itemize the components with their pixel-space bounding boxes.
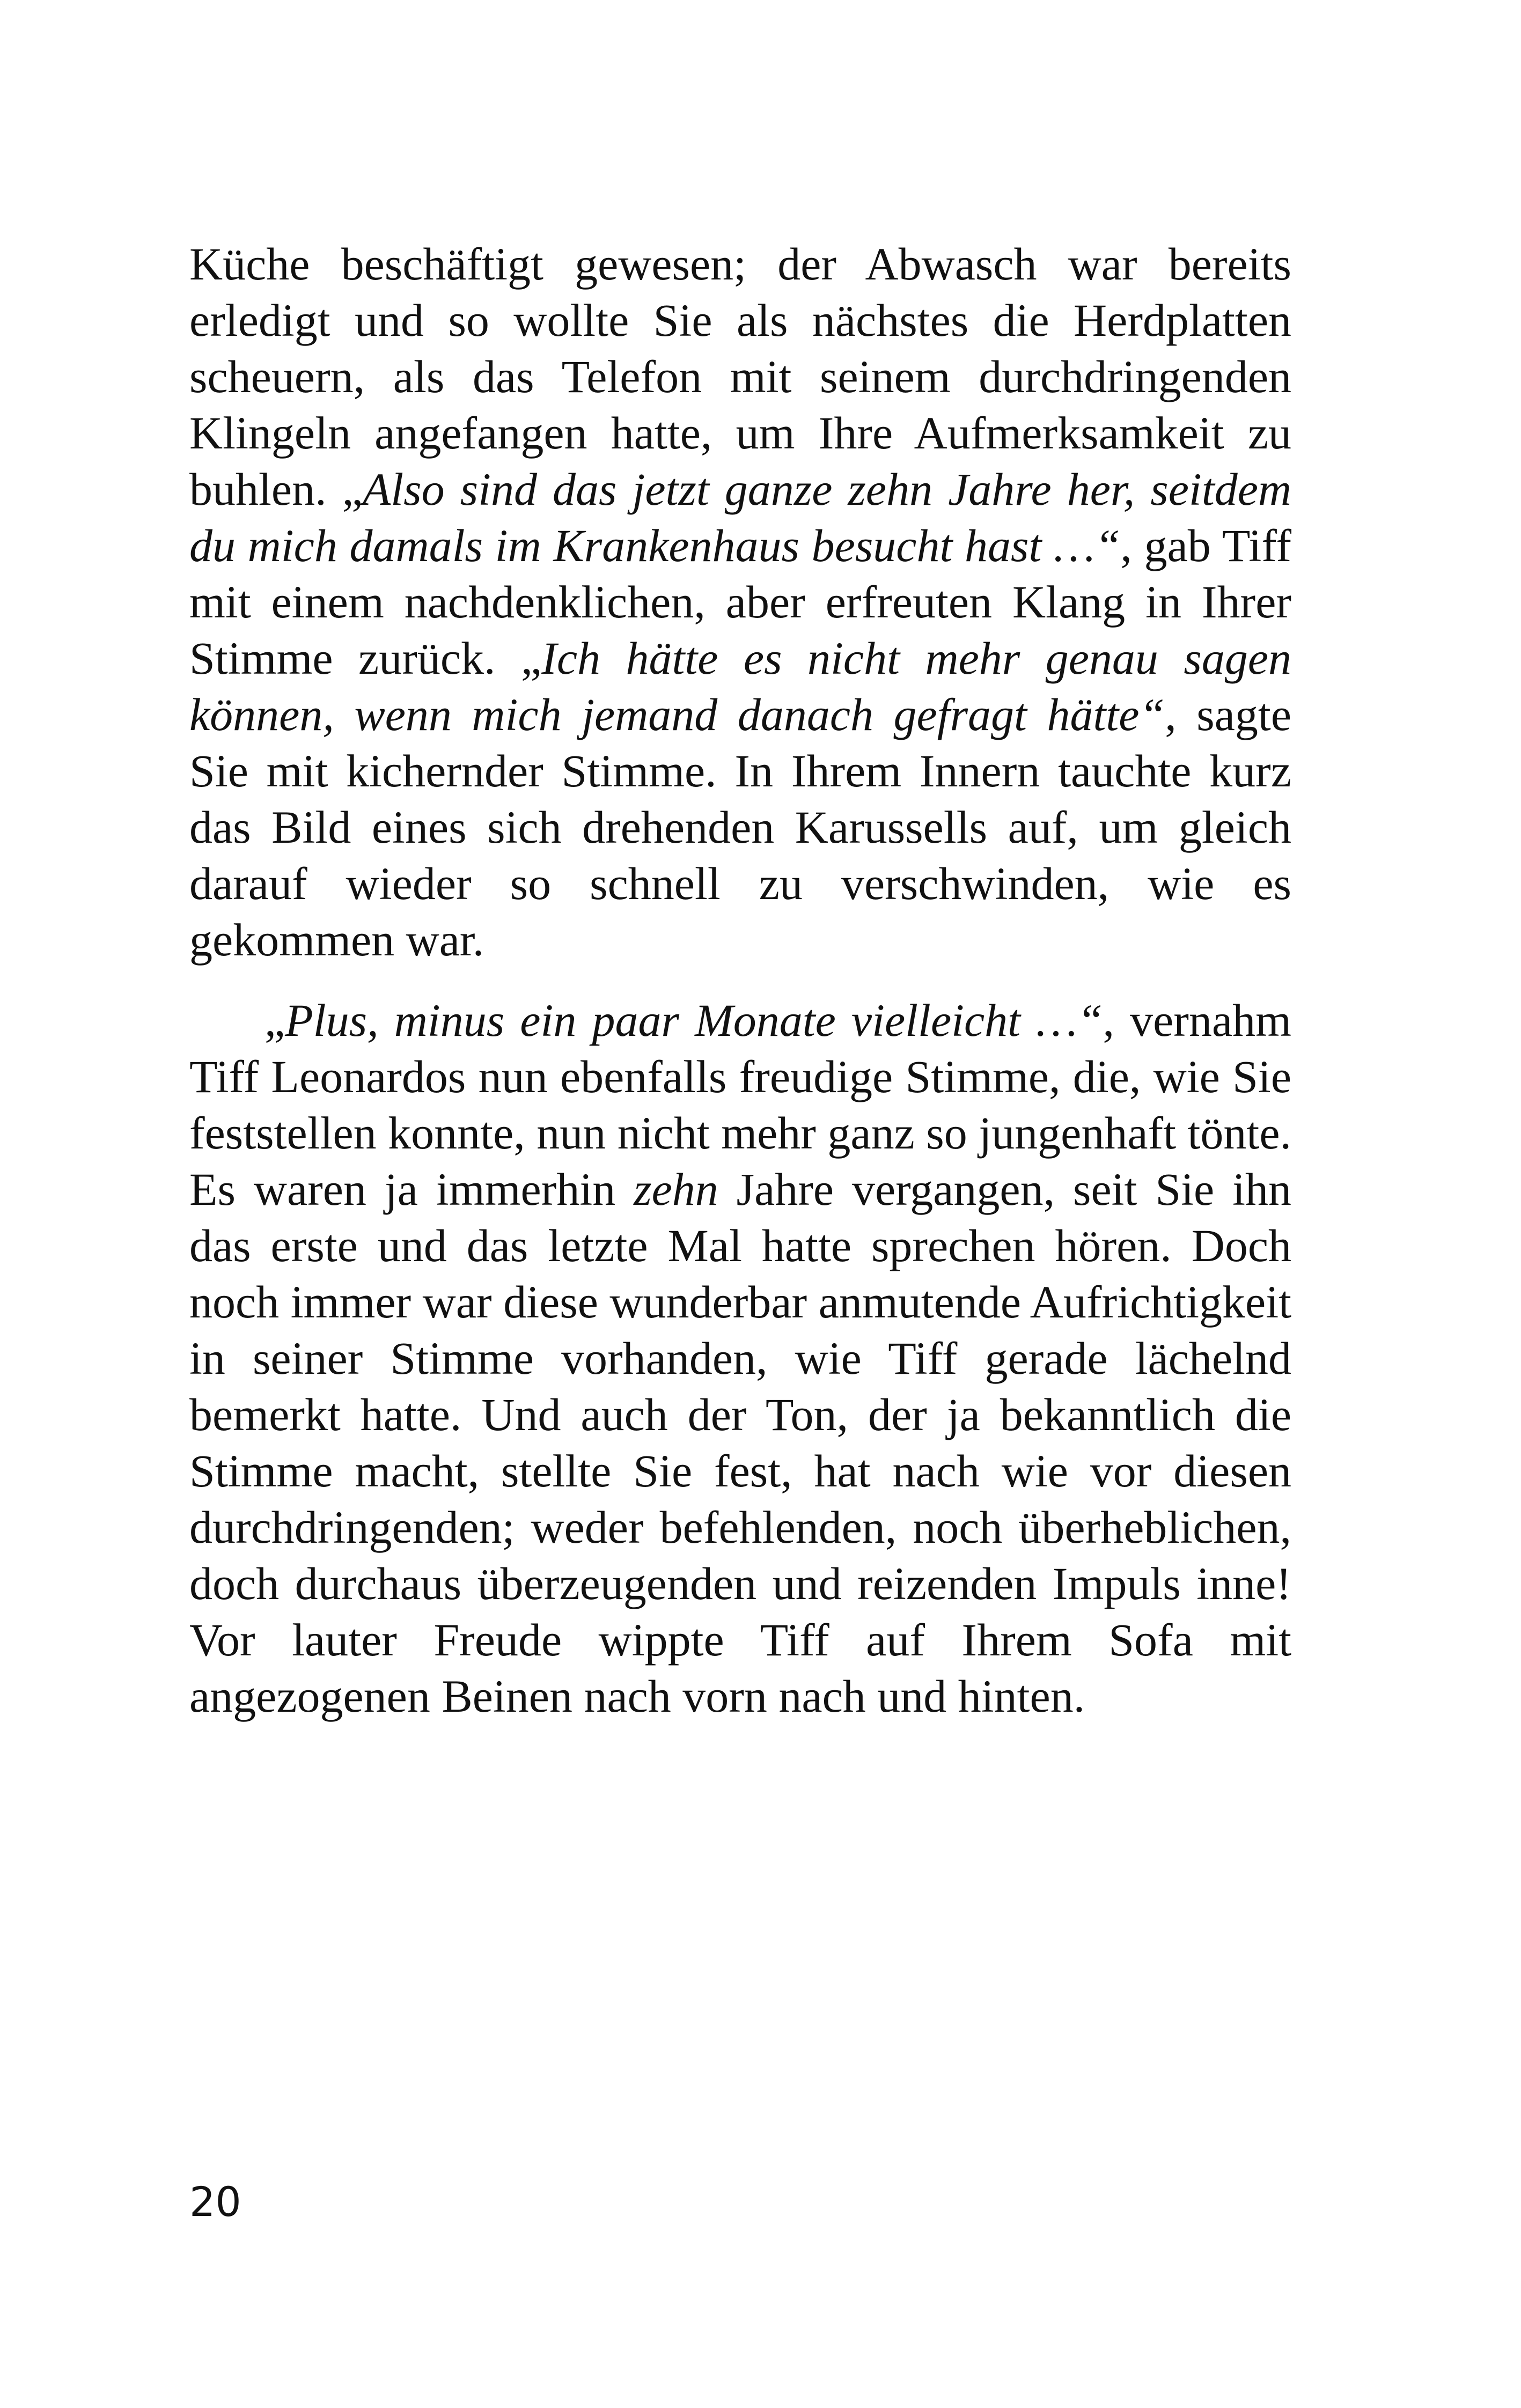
paragraph-1-dialogue-2: Ich hätte es nicht mehr genau sagen können, wenn mich jemand danach gefragt hätte“ — [189, 632, 1291, 740]
paragraph-1-dialogue-1: Also sind das jetzt ganze zehn Jahre her, seitdem du mich damals im Krankenhaus besucht hast …“ — [189, 463, 1291, 571]
body-text — [189, 236, 1291, 1725]
page-number: 20 — [189, 2178, 241, 2226]
paragraph-2-dialogue-1: Plus, minus ein paar Monate vielleicht …“ — [285, 995, 1103, 1046]
paragraph-2 — [189, 992, 1291, 1725]
paragraph-1-text-3: , sagte Sie mit kichernder Stimme. In Ihrem Innern tauchte kurz das Bild eines sich drehenden Karussells auf, um gleich darauf wieder so schnell zu verschwinden, wie es gekommen war. — [189, 689, 1291, 966]
paragraph-1-text-2: , gab Tiff mit einem nachdenklichen, aber erfreuten Klang in Ihrer Stimme zurück. „ — [189, 520, 1291, 684]
paragraph-1-text-1: Küche beschäftigt gewesen; der Abwasch war bereits erledigt und so wollte Sie als nächstes die Herdplatten scheuern, als das Telefon mit seinem durchdringenden Klingeln angefangen hatte, um Ihre Aufmerksamkeit zu buhlen. „ — [189, 238, 1291, 515]
paragraph-2-text-1: , vernahm Tiff Leonardos nun ebenfalls freudige Stimme, die, wie Sie feststellen konnte, nun nicht mehr ganz so jungenhaft tönte. Es waren ja immerhin — [189, 995, 1292, 1215]
paragraph-1 — [189, 236, 1291, 968]
paragraph-2-text-2: Jahre vergangen, seit Sie ihn das erste und das letzte Mal hatte sprechen hören. Doch noch immer war diese wunderbar anmutende Aufrichtigkeit in seiner Stimme vorhanden, wie Tiff gerade lächelnd bemerkt hatte. Und auch der Ton, der ja bekanntlich die Stimme macht, stellte Sie fest, hat nach wie vor diesen durchdringenden; weder befehlenden, noch überheblichen, doch durchaus überzeugenden und reizenden Impuls inne! Vor lauter Freude wippte Tiff auf Ihrem Sofa mit angezogenen Beinen nach vorn nach und hinten. — [189, 1164, 1291, 1722]
paragraph-2-quote-open: „ — [264, 995, 285, 1046]
paragraph-2-emphasis: zehn — [634, 1164, 718, 1215]
